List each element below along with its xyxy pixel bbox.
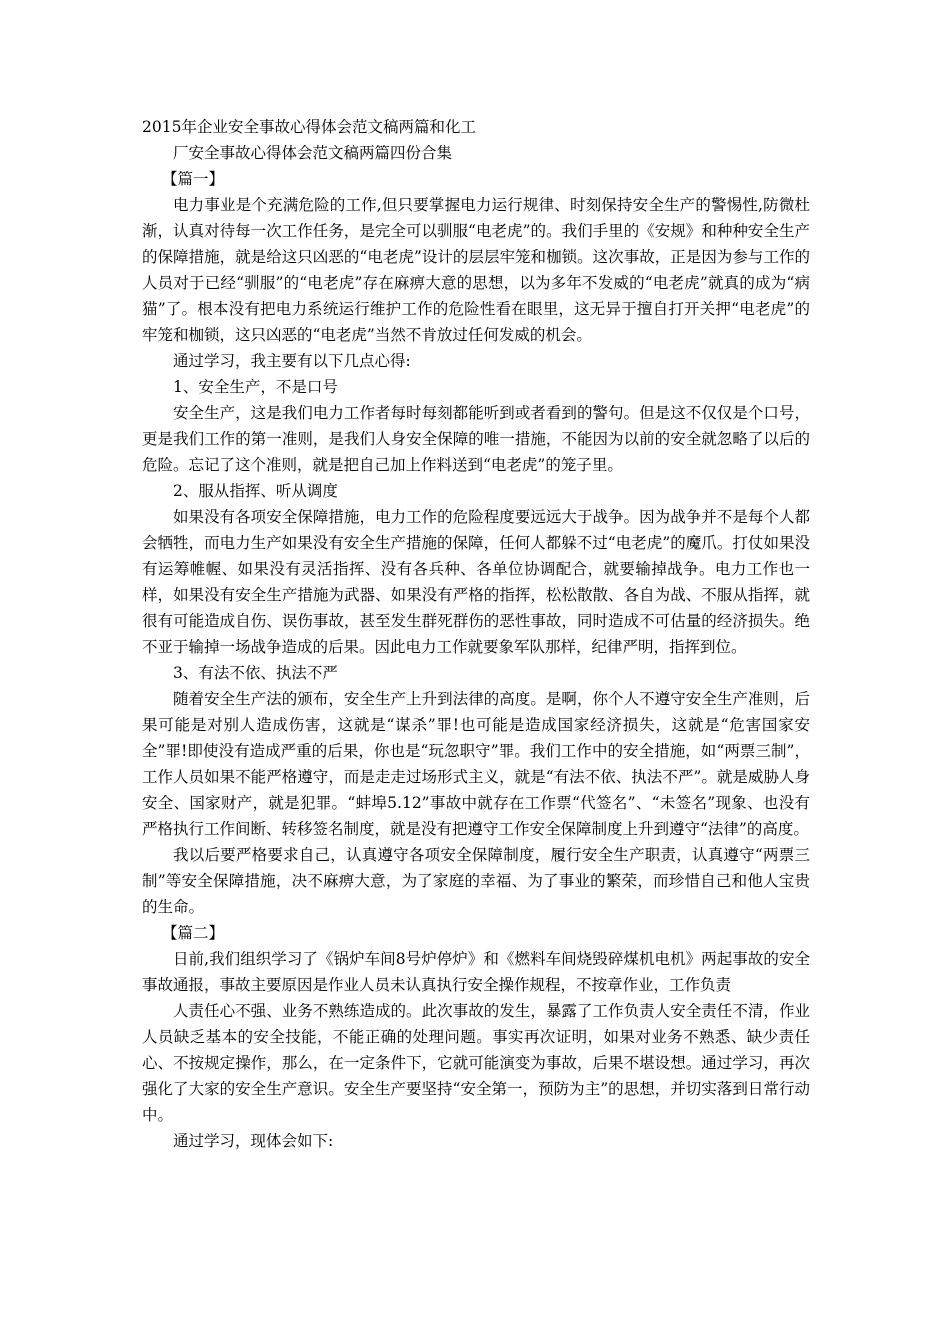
section-1-paragraph-4: 如果没有各项安全保障措施，电力工作的危险程度要远远大于战争。因为战争并不是每个人都会牺牲，而电力生产如果没有安全生产措施的保障，任何人都躲不过“电老虎”的魔爪。打仗如果没有运筹帷幄、如果没有灵活指挥、没有各兵种、各单位协调配合，就要输掉战争。电力工作也一样，如果没有安全生产措施为武器、如果没有严格的指挥，松松散散、各自为战、不服从指挥，就很有可能造成自伤、误伤事故，甚至发生群死群伤的恶性事故，同时造成不可估量的经济损失。绝不亚于输掉一场战争造成的后果。因此电力工作就要象军队那样，纪律严明，指挥到位。 [142, 508, 810, 656]
section-1-subheading-1: 1、安全生产，不是口号 [173, 378, 338, 396]
section-1-paragraph-3: 安全生产，这是我们电力工作者每时每刻都能听到或者看到的警句。但是这不仅仅是个口号，更是我们工作的第一准则，是我们人身安全保障的唯一措施，不能因为以前的安全就忽略了以后的危险。忘记了这个准则，就是把自己加上作料送到“电老虎”的笼子里。 [142, 404, 810, 474]
section-1-subheading-3: 3、有法不依、执法不严 [173, 664, 338, 682]
section-1-heading: 【篇一】 [162, 170, 225, 188]
section-2-paragraph-2: 人责任心不强、业务不熟练造成的。此次事故的发生，暴露了工作负责人安全责任不清，作业人员缺乏基本的安全技能，不能正确的处理问题。事实再次证明，如果对业务不熟悉、缺少责任心、不按规定操作，那么，在一定条件下，它就可能演变为事故，后果不堪设想。通过学习，再次强化了大家的安全生产意识。安全生产要坚持“安全第一，预防为主”的思想，并切实落到日常行动中。 [142, 1002, 810, 1124]
section-1-paragraph-6: 我以后要严格要求自己，认真遵守各项安全保障制度，履行安全生产职责，认真遵守“两票三制”等安全保障措施，决不麻痹大意，为了家庭的幸福、为了事业的繁荣，而珍惜自己和他人宝贵的生命。 [142, 846, 810, 916]
document-title-line-1: 2015年企业安全事故心得体会范文稿两篇和化工 [142, 118, 476, 136]
section-1-paragraph-1: 电力事业是个充满危险的工作,但只要掌握电力运行规律、时刻保持安全生产的警惕性,防微杜渐，认真对待每一次工作任务，是完全可以驯服“电老虎”的。我们手里的《安规》和种种安全生产的保障措施，就是给这只凶恶的“电老虎”设计的层层牢笼和枷锁。这次事故，正是因为参与工作的人员对于已经“驯服”的“电老虎”存在麻痹大意的思想，以为多年不发威的“电老虎”就真的成为“病猫”了。根本没有把电力系统运行维护工作的危险性看在眼里，这无异于擅自打开关押“电老虎”的牢笼和枷锁，这只凶恶的“电老虎”当然不肯放过任何发威的机会。 [142, 196, 810, 344]
document-body [142, 114, 810, 1154]
section-1-paragraph-2: 通过学习，我主要有以下几点心得: [173, 352, 411, 370]
section-1-paragraph-5: 随着安全生产法的颁布，安全生产上升到法律的高度。是啊，你个人不遵守安全生产准则，后果可能是对别人造成伤害，这就是“谋杀”罪!也可能是造成国家经济损失，这就是“危害国家安全”罪!即使没有造成严重的后果，你也是“玩忽职守”罪。我们工作中的安全措施，如“两票三制”，工作人员如果不能严格遵守，而是走走过场形式主义，就是“有法不依、执法不严”。就是威胁人身安全、国家财产，就是犯罪。“蚌埠5.12”事故中就存在工作票“代签名”、“未签名”现象、也没有严格执行工作间断、转移签名制度，就是没有把遵守工作安全保障制度上升到遵守“法律”的高度。 [142, 690, 810, 838]
section-2-paragraph-3: 通过学习，现体会如下: [173, 1132, 334, 1150]
section-1-subheading-2: 2、服从指挥、听从调度 [173, 482, 338, 500]
document-title-line-2: 厂安全事故心得体会范文稿两篇四份合集 [173, 144, 453, 162]
section-2-heading: 【篇二】 [162, 924, 225, 942]
section-2-paragraph-1: 日前,我们组织学习了《锅炉车间8号炉停炉》和《燃料车间烧毁碎煤机电机》两起事故的安全事故通报，事故主要原因是作业人员未认真执行安全操作规程，不按章作业，工作负责 [142, 950, 810, 994]
